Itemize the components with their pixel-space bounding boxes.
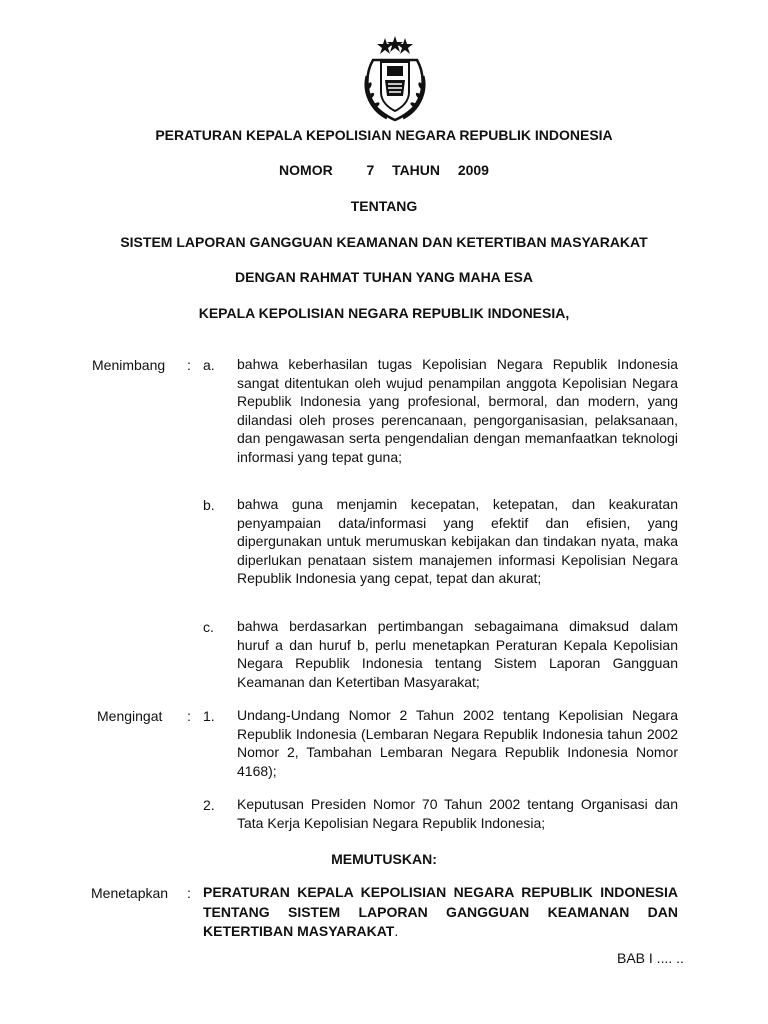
authority-line: KEPALA KEPOLISIAN NEGARA REPUBLIK INDONESIA, [198, 305, 570, 321]
item-marker: b. [203, 497, 215, 513]
mengingat-item-1: Undang-Undang Nomor 2 Tahun 2002 tentang Kepolisian Negara Republik Indonesia (Lembaran Negara Republik Indonesia tahun 2002 Nomor 2, Tambahan Lembaran Negara Republik Indonesia Nomor 4168); [237, 707, 678, 779]
regulation-title: SISTEM LAPORAN GANGGUAN KEAMANAN DAN KETERTIBAN MASYARAKAT [120, 234, 648, 250]
nomor-label: NOMOR [279, 162, 333, 178]
regulation-heading: PERATURAN KEPALA KEPOLISIAN NEGARA REPUBLIK INDONESIA [155, 127, 613, 143]
mengingat-label: Mengingat [97, 708, 163, 724]
menetapkan-body: PERATURAN KEPALA KEPOLISIAN NEGARA REPUBLIK INDONESIA TENTANG SISTEM LAPORAN GANGGUAN KEAMANAN DAN KETERTIBAN MASYARAKAT [203, 884, 678, 939]
item-marker: a. [203, 357, 215, 373]
menimbang-colon: : [187, 357, 191, 373]
tentang-heading: TENTANG [350, 198, 418, 214]
menimbang-item-b: bahwa guna menjamin kecepatan, ketepatan, dan keakuratan penyampaian data/informasi yang efektif dan efisien, yang dipergunakan untuk merumuskan kebijakan dan tindakan nyata, maka diperlukan penataan sistem manajemen informasi Kepolisian Negara Republik Indonesia yang cepat, tepat dan akurat; [237, 496, 678, 586]
menetapkan-text [203, 883, 678, 942]
menimbang-item-a: bahwa keberhasilan tugas Kepolisian Negara Republik Indonesia sangat ditentukan oleh wujud penampilan anggota Kepolisian Negara Republik Indonesia yang profesional, bermoral, dan modern, yang dilandasi oleh proses perencanaan, pengorganisasian, pelaksanaan, dan pengawasan serta pengendalian dengan memanfaatkan teknologi informasi yang tepat guna; [237, 356, 678, 465]
item-marker: 2. [203, 797, 215, 813]
mengingat-colon: : [187, 708, 191, 724]
tahun-label: TAHUN [392, 162, 441, 178]
mengingat-item-2: Keputusan Presiden Nomor 70 Tahun 2002 tentang Organisasi dan Tata Kerja Kepolisian Negara Republik Indonesia; [237, 796, 678, 831]
menimbang-label: Menimbang [92, 357, 166, 373]
menetapkan-label: Menetapkan [91, 885, 169, 901]
tahun-value: 2009 [457, 162, 489, 178]
regulation-number [0, 162, 768, 178]
memutuskan-heading: MEMUTUSKAN: [331, 851, 437, 867]
menimbang-item-c: bahwa berdasarkan pertimbangan sebagaimana dimaksud dalam huruf a dan huruf b, perlu menetapkan Peraturan Kepala Kepolisian Negara Republik Indonesia tentang Sistem Laporan Gangguan Keamanan dan Ketertiban Masyarakat; [237, 618, 678, 690]
item-marker: 1. [203, 708, 215, 724]
nomor-value: 7 [366, 162, 375, 178]
menetapkan-colon: : [187, 885, 191, 901]
next-page-reference: BAB I .... .. [617, 950, 684, 966]
item-marker: c. [203, 619, 214, 635]
invocation-line: DENGAN RAHMAT TUHAN YANG MAHA ESA [235, 269, 533, 285]
police-emblem-icon [355, 36, 435, 124]
menetapkan-period: . [394, 923, 399, 939]
